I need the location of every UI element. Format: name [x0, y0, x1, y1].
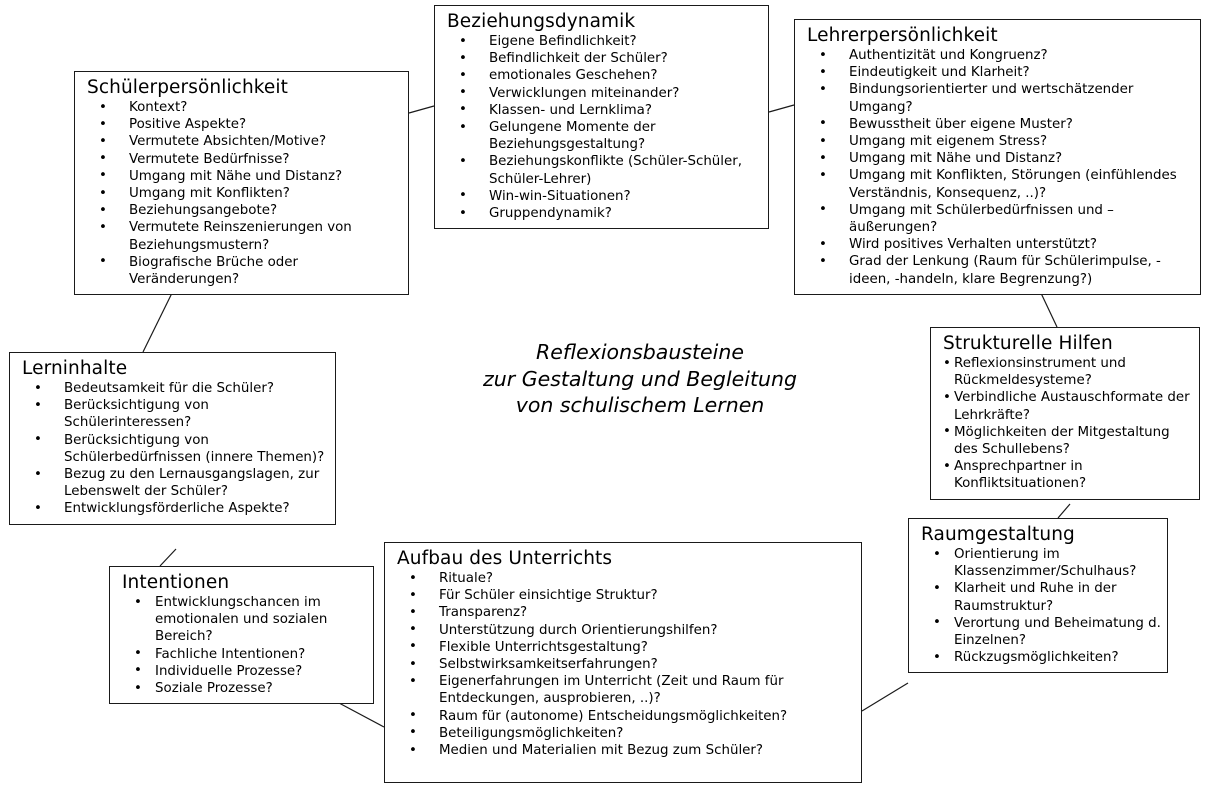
list-item: • Vermutete Bedürfnisse? [85, 151, 402, 168]
list-item: • Umgang mit Nähe und Distanz? [85, 168, 402, 185]
list-item: • Soziale Prozesse? [120, 680, 367, 697]
list-item: • Bewusstheit über eigene Muster? [805, 116, 1194, 133]
list-item: • Flexible Unterrichtsgestaltung? [395, 639, 855, 656]
box-title-intentionen: Intentionen [122, 572, 230, 593]
box-title-lerninhalte: Lerninhalte [22, 358, 128, 379]
lehrerpersoenlichkeit-to-strukturelle-hilfen [1040, 291, 1057, 327]
box-schuelerpersoenlichkeit [74, 71, 409, 295]
list-item: • Kontext? [85, 99, 402, 116]
box-title-aufbau-des-unterrichts: Aufbau des Unterrichts [397, 548, 613, 569]
lerninhalte-to-intentionen [160, 549, 176, 566]
list-item: • Eigene Befindlichkeit? [445, 33, 762, 50]
schuelerpersoenlichkeit-to-beziehungsdynamik [409, 106, 434, 113]
box-intentionen [109, 566, 374, 704]
list-item: • Biografische Brüche oder Veränderungen? [85, 254, 402, 288]
list-item: • Ansprechpartner in Konfliktsituationen? [941, 458, 1193, 492]
list-item: • Positive Aspekte? [85, 116, 402, 133]
list-item: • Medien und Materialien mit Bezug zum Schüler? [395, 742, 855, 759]
center-title-line-2: zur Gestaltung und Begleitung [483, 366, 797, 391]
intentionen-to-aufbau [339, 703, 384, 727]
bullet-list-beziehungsdynamik [445, 33, 762, 222]
list-item: • Raum für (autonome) Entscheidungsmöglichkeiten? [395, 708, 855, 725]
list-item: • Fachliche Intentionen? [120, 646, 367, 663]
list-item: • Möglichkeiten der Mitgestaltung des Schullebens? [941, 424, 1193, 458]
list-item: • Umgang mit eigenem Stress? [805, 133, 1194, 150]
list-item: • Vermutete Reinszenierungen von Beziehungsmustern? [85, 219, 402, 253]
list-item: • Rückzugsmöglichkeiten? [919, 649, 1161, 666]
list-item: • Klarheit und Ruhe in der Raumstruktur? [919, 580, 1161, 614]
list-item: • Transparenz? [395, 604, 855, 621]
list-item: • Beteiligungsmöglichkeiten? [395, 725, 855, 742]
list-item: • Verbindliche Austauschformate der Lehrkräfte? [941, 389, 1193, 423]
box-title-raumgestaltung: Raumgestaltung [921, 524, 1075, 545]
box-title-lehrerpersoenlichkeit: Lehrerpersönlichkeit [807, 25, 998, 46]
list-item: • Verwicklungen miteinander? [445, 85, 762, 102]
box-title-strukturelle-hilfen: Strukturelle Hilfen [943, 333, 1113, 354]
list-item: • Win-win-Situationen? [445, 188, 762, 205]
bullet-list-strukturelle-hilfen [941, 355, 1193, 493]
list-item: • Eigenerfahrungen im Unterricht (Zeit und Raum für Entdeckungen, ausprobieren, ..)? [395, 673, 855, 707]
list-item: • Umgang mit Schülerbedürfnissen und –äußerungen? [805, 202, 1194, 236]
list-item: • Befindlichkeit der Schüler? [445, 50, 762, 67]
schuelerpersoenlichkeit-to-lerninhalte [143, 291, 173, 352]
box-beziehungsdynamik [434, 5, 769, 229]
strukturelle-hilfen-to-raumgestaltung [1058, 504, 1070, 518]
list-item: • Vermutete Absichten/Motive? [85, 133, 402, 150]
list-item: • Bindungsorientierter und wertschätzender Umgang? [805, 81, 1194, 115]
bullet-list-intentionen [120, 594, 367, 697]
bullet-list-schuelerpersoenlichkeit [85, 99, 402, 288]
list-item: • Authentizität und Kongruenz? [805, 47, 1194, 64]
box-strukturelle-hilfen [930, 327, 1200, 500]
list-item: • Rituale? [395, 570, 855, 587]
center-title-line-3: von schulischem Lernen [515, 393, 765, 417]
box-lerninhalte [9, 352, 336, 525]
box-aufbau-des-unterrichts [384, 542, 862, 783]
list-item: • Berücksichtigung von Schülerinteressen? [20, 397, 329, 431]
list-item: • Selbstwirksamkeitserfahrungen? [395, 656, 855, 673]
list-item: • Reflexionsinstrument und Rückmeldesysteme? [941, 355, 1193, 389]
box-title-beziehungsdynamik: Beziehungsdynamik [447, 11, 636, 32]
box-lehrerpersoenlichkeit [794, 19, 1201, 295]
center-title-line-1: Reflexionsbausteine [536, 340, 744, 364]
bullet-list-lehrerpersoenlichkeit [805, 47, 1194, 288]
aufbau-to-raumgestaltung [862, 683, 908, 711]
list-item: • Gruppendynamik? [445, 205, 762, 222]
box-title-schuelerpersoenlichkeit: Schülerpersönlichkeit [87, 77, 289, 98]
box-raumgestaltung [908, 518, 1168, 673]
bullet-list-lerninhalte [20, 380, 329, 518]
diagram-center-title [430, 339, 850, 419]
list-item: • Grad der Lenkung (Raum für Schülerimpulse, - ideen, -handeln, klare Begrenzung?) [805, 253, 1194, 287]
list-item: • Orientierung im Klassenzimmer/Schulhaus? [919, 546, 1161, 580]
list-item: • Eindeutigkeit und Klarheit? [805, 64, 1194, 81]
list-item: • Gelungene Momente der Beziehungsgestaltung? [445, 119, 762, 153]
list-item: • Entwicklungsförderliche Aspekte? [20, 500, 329, 517]
list-item: • Klassen- und Lernklima? [445, 102, 762, 119]
list-item: • Bedeutsamkeit für die Schüler? [20, 380, 329, 397]
bullet-list-aufbau-des-unterrichts [395, 570, 855, 759]
list-item: • emotionales Geschehen? [445, 67, 762, 84]
list-item: • Umgang mit Konflikten? [85, 185, 402, 202]
list-item: • Umgang mit Nähe und Distanz? [805, 150, 1194, 167]
list-item: • Beziehungskonflikte (Schüler-Schüler, Schüler-Lehrer) [445, 153, 762, 187]
list-item: • Individuelle Prozesse? [120, 663, 367, 680]
list-item: • Entwicklungschancen im emotionalen und sozialen Bereich? [120, 594, 367, 646]
list-item: • Unterstützung durch Orientierungshilfen? [395, 622, 855, 639]
list-item: • Umgang mit Konflikten, Störungen (einfühlendes Verständnis, Konsequenz, ..)? [805, 167, 1194, 201]
list-item: • Wird positives Verhalten unterstützt? [805, 236, 1194, 253]
bullet-list-raumgestaltung [919, 546, 1161, 666]
beziehungsdynamik-to-lehrerpersoenlichkeit [769, 105, 794, 112]
list-item: • Beziehungsangebote? [85, 202, 402, 219]
list-item: • Bezug zu den Lernausgangslagen, zur Lebenswelt der Schüler? [20, 466, 329, 500]
list-item: • Verortung und Beheimatung d. Einzelnen? [919, 615, 1161, 649]
list-item: • Für Schüler einsichtige Struktur? [395, 587, 855, 604]
list-item: • Berücksichtigung von Schülerbedürfnissen (innere Themen)? [20, 432, 329, 466]
